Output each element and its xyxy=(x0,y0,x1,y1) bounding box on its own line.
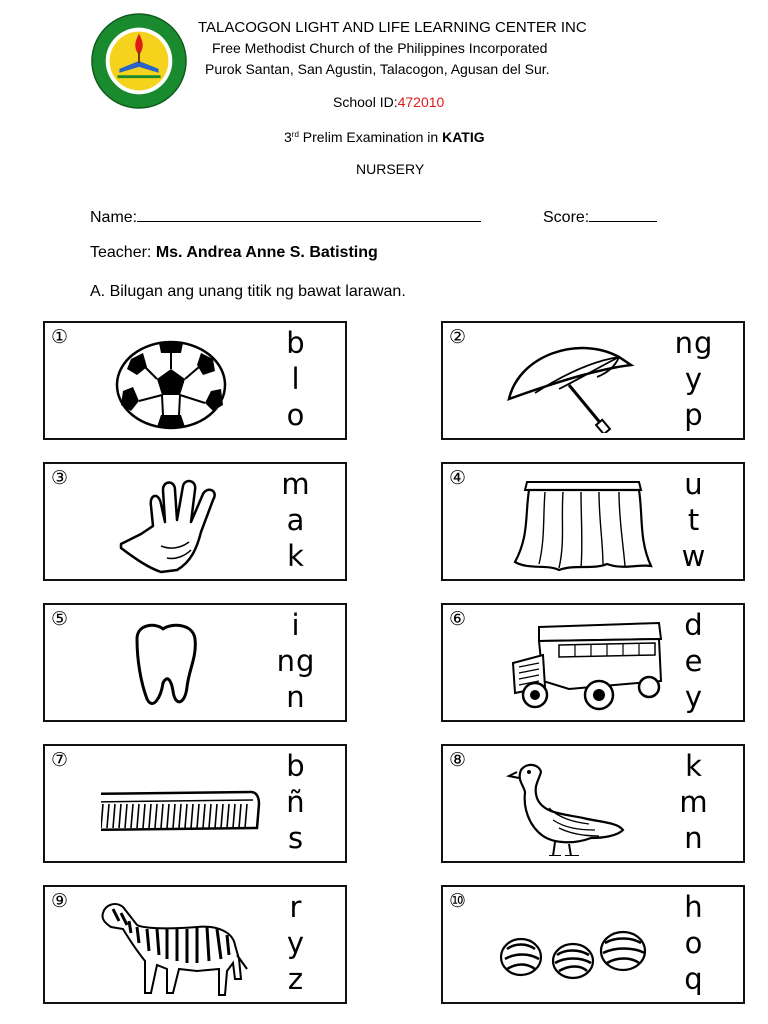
letter-choice[interactable]: t xyxy=(687,503,701,537)
item-card-8 xyxy=(441,744,745,863)
name-line xyxy=(90,207,481,227)
letter-choice[interactable]: y xyxy=(286,926,306,960)
letter-choice[interactable]: e xyxy=(684,644,704,678)
letter-choices xyxy=(261,748,331,856)
letter-choices xyxy=(261,325,331,433)
item-card-2 xyxy=(441,321,745,440)
letter-choice[interactable]: r xyxy=(289,890,303,924)
letter-choice[interactable]: b xyxy=(286,749,306,783)
umbrella-icon xyxy=(499,335,669,433)
item-card-4 xyxy=(441,462,745,581)
letter-choices xyxy=(659,325,729,433)
item-number: ⑨ xyxy=(51,890,69,912)
zebra-icon xyxy=(101,899,271,997)
school-name: TALACOGON LIGHT AND LIFE LEARNING CENTER INC xyxy=(198,19,587,36)
letter-choice[interactable]: k xyxy=(685,749,703,783)
letter-choice[interactable]: ng xyxy=(276,644,316,678)
item-number: ⑦ xyxy=(51,749,69,771)
letter-choice[interactable]: y xyxy=(684,680,704,714)
item-card-7 xyxy=(43,744,347,863)
exam-title xyxy=(284,129,485,145)
school-address: Purok Santan, San Agustin, Talacogon, Agusan del Sur. xyxy=(205,61,550,77)
item-number: ⑤ xyxy=(51,608,69,630)
marbles-icon xyxy=(499,899,669,997)
chicken-icon xyxy=(499,758,669,856)
item-card-10 xyxy=(441,885,745,1004)
school-id-value: 472010 xyxy=(397,94,445,110)
church-name: Free Methodist Church of the Philippines Incorporated xyxy=(212,40,548,56)
school-logo xyxy=(90,12,188,110)
score-label: Score: xyxy=(543,209,590,226)
letter-choice[interactable]: k xyxy=(287,539,305,573)
letter-choice[interactable]: o xyxy=(286,398,306,432)
letter-choice[interactable]: m xyxy=(281,467,311,501)
letter-choice[interactable]: i xyxy=(291,608,301,642)
item-card-6 xyxy=(441,603,745,722)
exam-text: Prelim Examination in xyxy=(298,129,443,145)
letter-choice[interactable]: n xyxy=(684,821,704,855)
letter-choice[interactable]: m xyxy=(679,785,709,819)
letter-choice[interactable]: z xyxy=(287,962,305,996)
letter-choice[interactable]: y xyxy=(684,362,704,396)
letter-choices xyxy=(261,466,331,574)
tooth-icon xyxy=(101,617,271,715)
letter-choices xyxy=(659,748,729,856)
letter-choice[interactable]: ñ xyxy=(286,785,306,819)
letter-choices xyxy=(261,607,331,715)
letter-choice[interactable]: h xyxy=(684,890,704,924)
item-card-5 xyxy=(43,603,347,722)
letter-choice[interactable]: n xyxy=(286,680,306,714)
teacher-line xyxy=(90,244,378,262)
item-card-9 xyxy=(43,885,347,1004)
letter-choice[interactable]: ng xyxy=(674,326,714,360)
letter-choice[interactable]: b xyxy=(286,326,306,360)
school-id xyxy=(333,94,444,110)
letter-choice[interactable]: u xyxy=(684,467,704,501)
teacher-label: Teacher: xyxy=(90,244,156,261)
item-number: ⑩ xyxy=(449,890,467,912)
item-number: ① xyxy=(51,326,69,348)
letter-choice[interactable]: q xyxy=(684,962,704,996)
letter-choices xyxy=(659,607,729,715)
letter-choice[interactable]: o xyxy=(684,926,704,960)
letter-choice[interactable]: d xyxy=(684,608,704,642)
hand-icon xyxy=(101,476,271,574)
comb-icon xyxy=(101,758,271,856)
grade-level: NURSERY xyxy=(356,161,425,177)
exam-ordinal-suffix: rd xyxy=(291,130,299,139)
score-field[interactable] xyxy=(589,207,657,222)
letter-choice[interactable]: w xyxy=(681,539,707,573)
item-card-3 xyxy=(43,462,347,581)
item-number: ② xyxy=(449,326,467,348)
item-number: ⑧ xyxy=(449,749,467,771)
item-card-1 xyxy=(43,321,347,440)
item-number: ④ xyxy=(449,467,467,489)
letter-choice[interactable]: s xyxy=(287,821,305,855)
letter-choice[interactable]: p xyxy=(684,398,704,432)
item-number: ③ xyxy=(51,467,69,489)
item-number: ⑥ xyxy=(449,608,467,630)
letter-choices xyxy=(261,889,331,997)
soccer-ball-icon xyxy=(101,335,271,433)
name-label: Name: xyxy=(90,209,138,226)
curtain-icon xyxy=(499,476,669,574)
letter-choices xyxy=(659,466,729,574)
letter-choice[interactable]: l xyxy=(291,362,301,396)
letter-choices xyxy=(659,889,729,997)
exam-subject: KATIG xyxy=(442,129,485,145)
jeepney-icon xyxy=(499,617,669,715)
instruction: A. Bilugan ang unang titik ng bawat larawan. xyxy=(90,283,406,300)
teacher-name: Ms. Andrea Anne S. Batisting xyxy=(155,244,378,261)
school-id-label: School ID: xyxy=(333,94,398,110)
exam-ordinal: 3 xyxy=(284,129,292,145)
name-field[interactable] xyxy=(137,207,481,222)
letter-choice[interactable]: a xyxy=(286,503,306,537)
score-line xyxy=(543,207,657,227)
